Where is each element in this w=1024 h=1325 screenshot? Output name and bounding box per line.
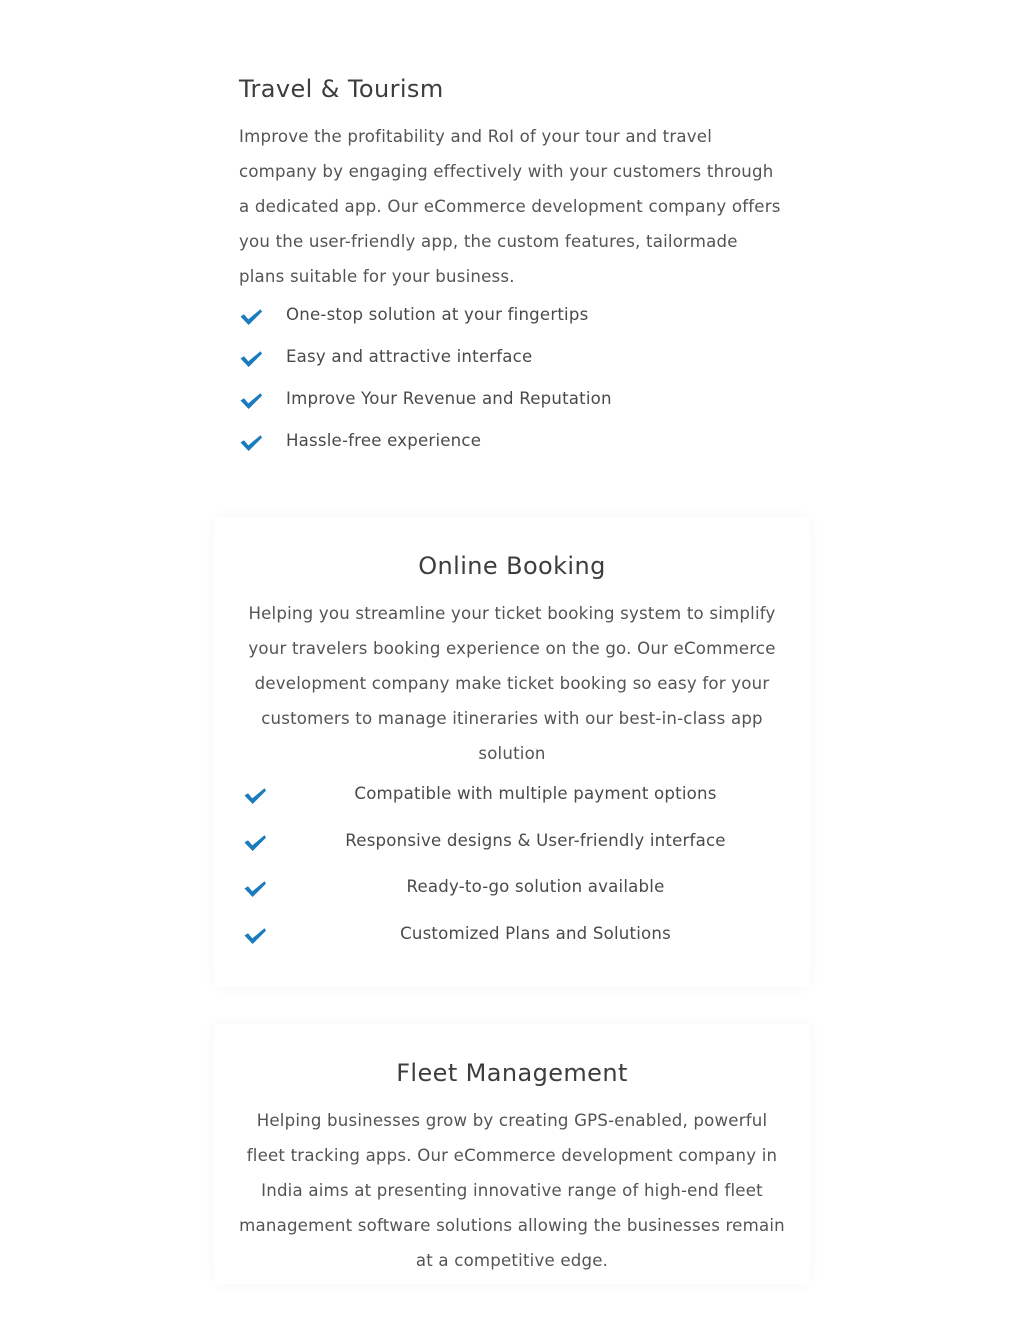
checkmark-icon: [239, 430, 263, 454]
feature-item: [239, 921, 785, 968]
checkmark-icon: [243, 923, 267, 947]
feature-text: Responsive designs & User-friendly interface: [345, 830, 726, 850]
section-title: Online Booking: [418, 552, 606, 580]
feature-text: Compatible with multiple payment options: [354, 784, 717, 803]
section-description: Helping you streamline your ticket booking system to simplify your travelers booking experience on the go. Our eCommerce development company make ticket booking so easy for your customers to manage itineraries with our best-in-class app solution: [248, 604, 776, 763]
checkmark-icon: [243, 876, 267, 900]
checkmark-icon: [239, 346, 263, 370]
feature-item: [239, 428, 785, 470]
feature-item: [239, 781, 785, 828]
feature-list: [239, 781, 785, 967]
section-title: Fleet Management: [396, 1059, 628, 1087]
checkmark-icon: [243, 783, 267, 807]
travel-tourism-section: [214, 60, 810, 470]
fleet-management-card: [214, 1024, 810, 1284]
section-description: Helping businesses grow by creating GPS-enabled, powerful fleet tracking apps. Our eCommerce development company in India aims at presenting innovative range of high-end fleet management software solutions allowing the businesses remain at a competitive edge.: [239, 1111, 785, 1270]
online-booking-card: [214, 517, 810, 987]
section-description: Improve the profitability and RoI of your tour and travel company by engaging effectively with your customers through a dedicated app. Our eCommerce development company offers you the user-friendly app, the custom features, tailormade plans suitable for your business.: [239, 127, 781, 286]
feature-item: [239, 828, 785, 875]
feature-list: [239, 302, 785, 470]
feature-item: [239, 386, 785, 428]
feature-text: Easy and attractive interface: [286, 347, 533, 366]
checkmark-icon: [239, 388, 263, 412]
section-title: Travel & Tourism: [239, 75, 444, 103]
checkmark-icon: [243, 830, 267, 854]
feature-item: [239, 874, 785, 921]
checkmark-icon: [239, 304, 263, 328]
feature-text: Hassle-free experience: [286, 431, 482, 450]
feature-text: Ready-to-go solution available: [406, 877, 665, 896]
feature-text: Customized Plans and Solutions: [400, 923, 671, 943]
feature-item: [239, 344, 785, 386]
feature-item: [239, 302, 785, 344]
feature-text: One-stop solution at your fingertips: [286, 305, 589, 324]
feature-text: Improve Your Revenue and Reputation: [286, 389, 612, 408]
